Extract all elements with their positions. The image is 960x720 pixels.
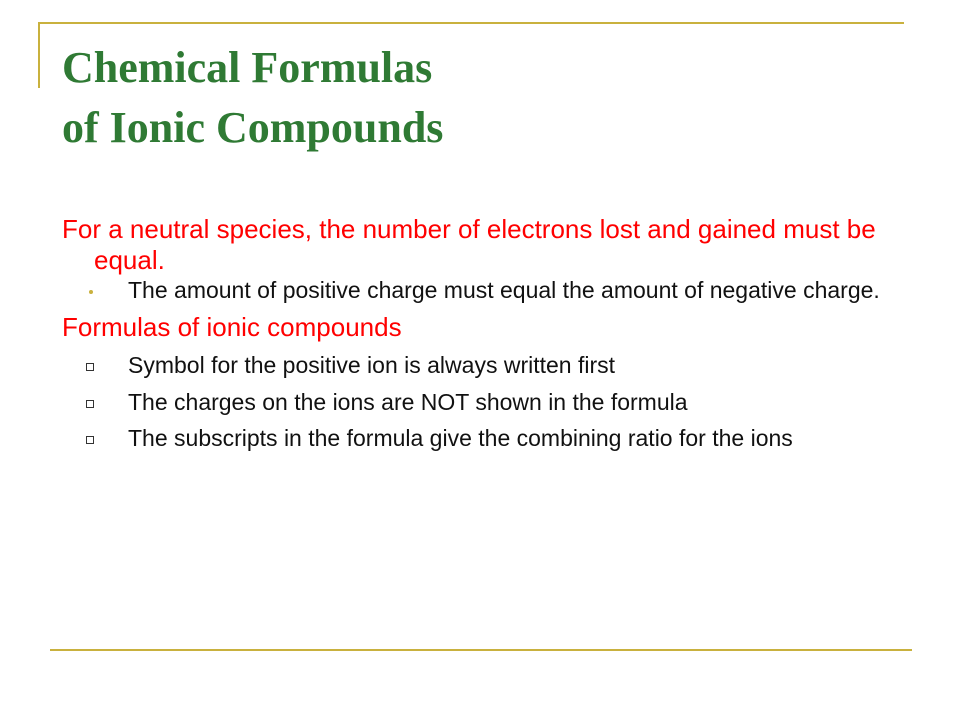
title-line-1: Chemical Formulas <box>62 43 433 92</box>
subpoint-positive-ion-first <box>62 351 902 379</box>
slide-body <box>62 214 902 452</box>
square-bullet-icon <box>86 363 94 371</box>
subpoint-text: The subscripts in the formula give the combining ratio for the ions <box>128 425 793 451</box>
top-rule <box>38 22 904 24</box>
subpoint-text: The charges on the ions are NOT shown in the formula <box>128 389 688 415</box>
point-neutral-species: For a neutral species, the number of electrons lost and gained must be equal. <box>62 214 876 275</box>
left-rule <box>38 22 40 88</box>
subpoint-charge-balance <box>62 276 902 304</box>
subpoint-text: Symbol for the positive ion is always written first <box>128 352 616 378</box>
bottom-rule <box>50 649 912 651</box>
square-bullet-icon <box>86 436 94 444</box>
dot-bullet-icon <box>89 290 93 294</box>
subpoint-text: The amount of positive charge must equal the amount of negative charge. <box>128 277 880 303</box>
point-ionic-formulas: Formulas of ionic compounds <box>62 312 402 342</box>
subpoint-subscripts-ratio <box>62 424 902 452</box>
title-line-2: of Ionic Compounds <box>62 103 444 152</box>
subpoint-charges-not-shown <box>62 388 902 416</box>
square-bullet-icon <box>86 400 94 408</box>
slide-title <box>62 38 443 158</box>
